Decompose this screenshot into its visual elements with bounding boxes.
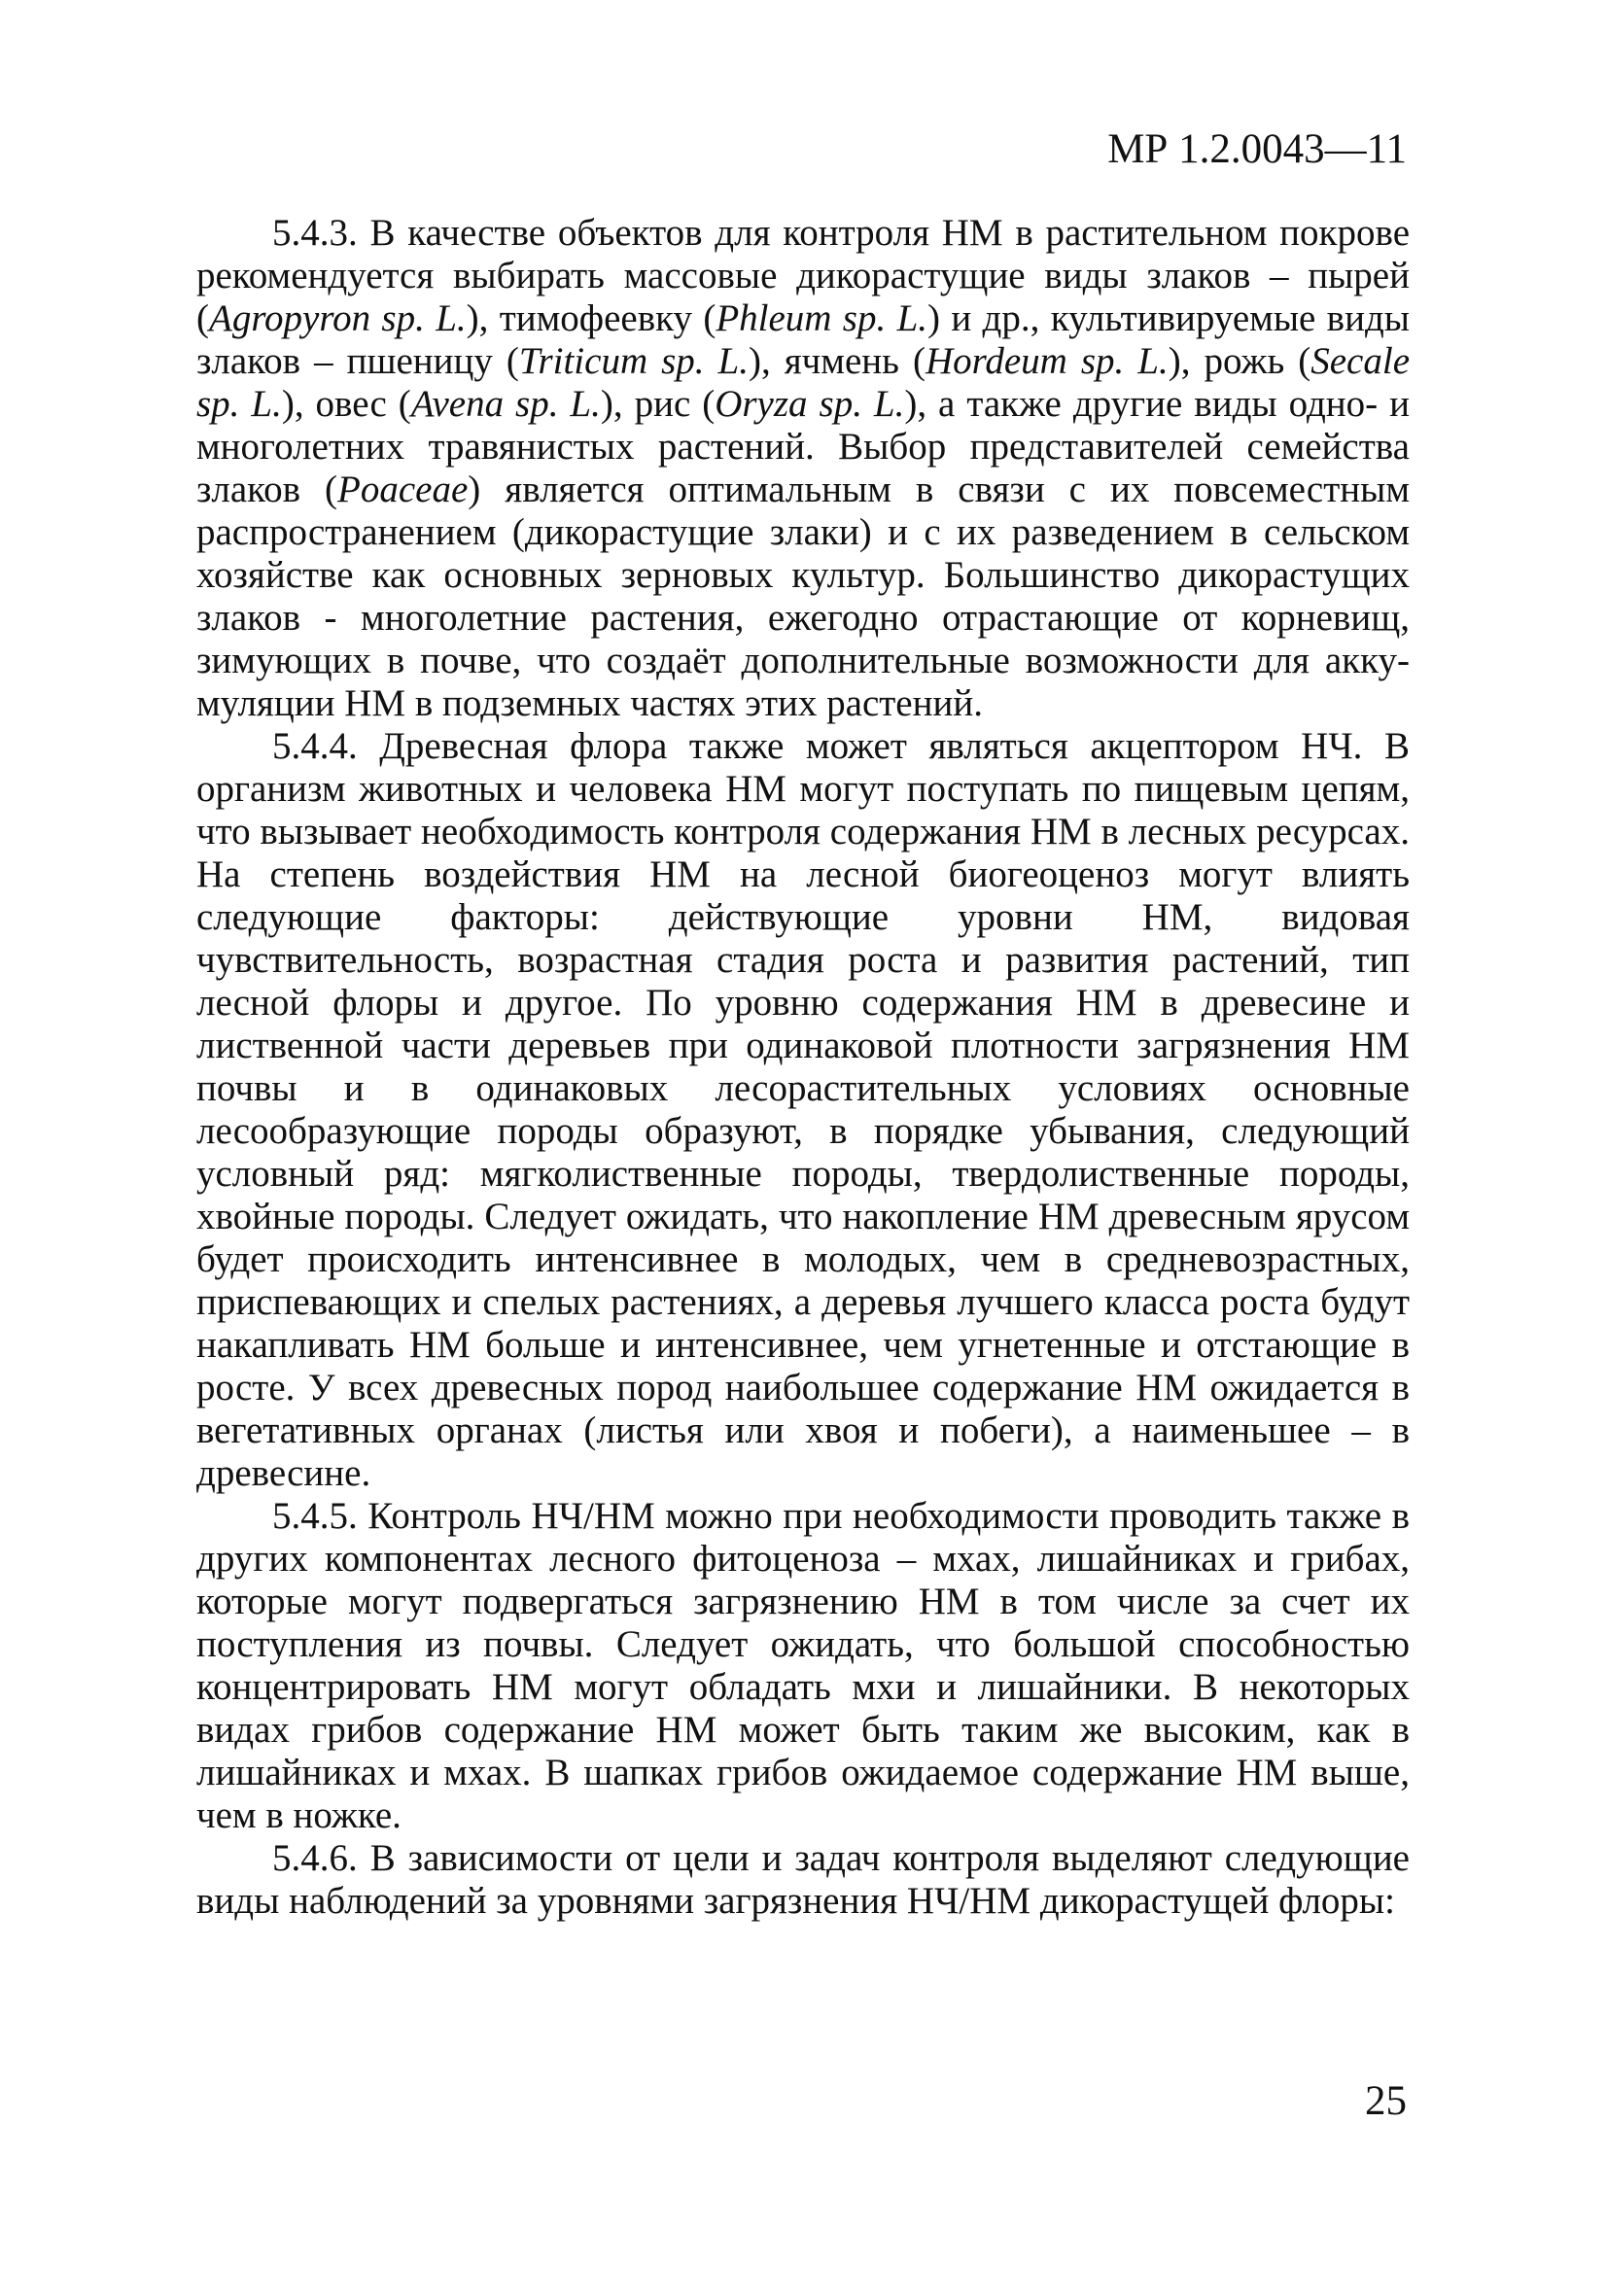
text-run: ), рожь (	[1168, 340, 1311, 382]
text-run: 5.4.6. В зависимости от цели и задач контроля выделяют следующие виды наблюдений за уровнями загрязнения НЧ/НМ дикорастущей флоры:	[196, 1837, 1410, 1922]
text-run: ), рис (	[600, 383, 716, 425]
text-run: ), овес (	[281, 383, 411, 425]
text-run: ), а также другие виды одно- и многолетних травянистых растений. Выбор представителей семейства злаков (	[196, 383, 1410, 510]
text-run: ), ячмень (	[749, 340, 926, 382]
text-run: ), тимофеевку (	[466, 297, 716, 339]
text-run: 5.4.4. Древесная флора также может являться акцептором НЧ. В организм животных и человека НМ могут поступать по пищевым цепям, что вызывает необходимость контроля содержания НМ в лесных ресурсах. На степень воздействия НМ на лесной биогеоценоз могут влиять следующие факторы: действующие уровни НМ, видовая чувствительность, возрастная стадия роста и развития растений, тип лесной флоры и другое. По уровню содержания НМ в древесине и лиственной части деревьев при одинаковой плотности загрязнения НМ почвы и в одинаковых лесорастительных условиях основные лесообразующие породы образуют, в порядке убывания, следующий условный ряд: мягколиственные породы, твердолиственные породы, хвойные породы. Следует ожидать, что накопление НМ древесным ярусом будет происходить интенсивнее в молодых, чем в средневозрастных, приспевающих и спелых растениях, а деревья лучшего класса роста будут накапливать НМ больше и интенсивнее, чем угнетенные и отстающие в росте. У всех древесных пород наибольшее содержание НМ ожидается в вегетативных органах (листья или хвоя и побеги), а наименьшее – в древесине.	[196, 725, 1410, 1494]
text-run: 5.4.3. В качестве объектов для контроля НМ в растительном покрове рекомендуется выбирать массовые дикорастущие виды злаков – пырей (	[196, 212, 1410, 339]
paragraph-5-4-3	[196, 212, 1410, 725]
text-run: 5.4.5. Контроль НЧ/НМ можно при необходимости проводить также в других компонентах лесного фитоценоза – мхах, лишайниках и грибах, которые могут подвергаться загрязнению НМ в том числе за счет их поступления из почвы. Следует ожидать, что большой способностью концентрировать НМ могут обладать мхи и лишайники. В некоторых видах грибов содержание НМ может быть таким же высоким, как в лишайниках и мхах. В шапках грибов ожидаемое содержание НМ выше, чем в ножке.	[196, 1495, 1410, 1836]
text-run: ) и др., культивируемые виды злаков – пшеницу (	[196, 297, 1411, 382]
latin-name: Agropyron sp. L.	[209, 297, 467, 339]
paragraph-5-4-5	[196, 1495, 1410, 1837]
paragraph-5-4-4	[196, 725, 1410, 1495]
page-number: 25	[1365, 2078, 1407, 2124]
latin-name: Avena sp. L.	[410, 383, 601, 425]
paragraph-5-4-6	[196, 1837, 1410, 1923]
latin-name: Secale sp. L.	[196, 340, 1410, 425]
text-run: ) является оптимальным в связи с их повсеместным распространением (дикорастущие злаки) и с их разведением в сельском хозяйстве как основных зерновых культур. Большинство дикорастущих злаков - многолетние растения, ежегодно отрастающие от корневищ, зимующих в почве, что создаёт дополнительные возможности для аккумуляции НМ в подземных частях этих растений.	[196, 469, 1411, 724]
latin-name: Triticum sp. L.	[518, 340, 749, 382]
latin-name: Hordeum sp. L.	[925, 340, 1169, 382]
latin-name: Phleum sp. L.	[716, 297, 928, 339]
latin-name: Poaceae	[337, 469, 469, 510]
latin-name: Oryza sp. L.	[715, 383, 905, 425]
body-text	[196, 212, 1410, 1923]
document-code: МР 1.2.0043—11	[1107, 126, 1407, 172]
